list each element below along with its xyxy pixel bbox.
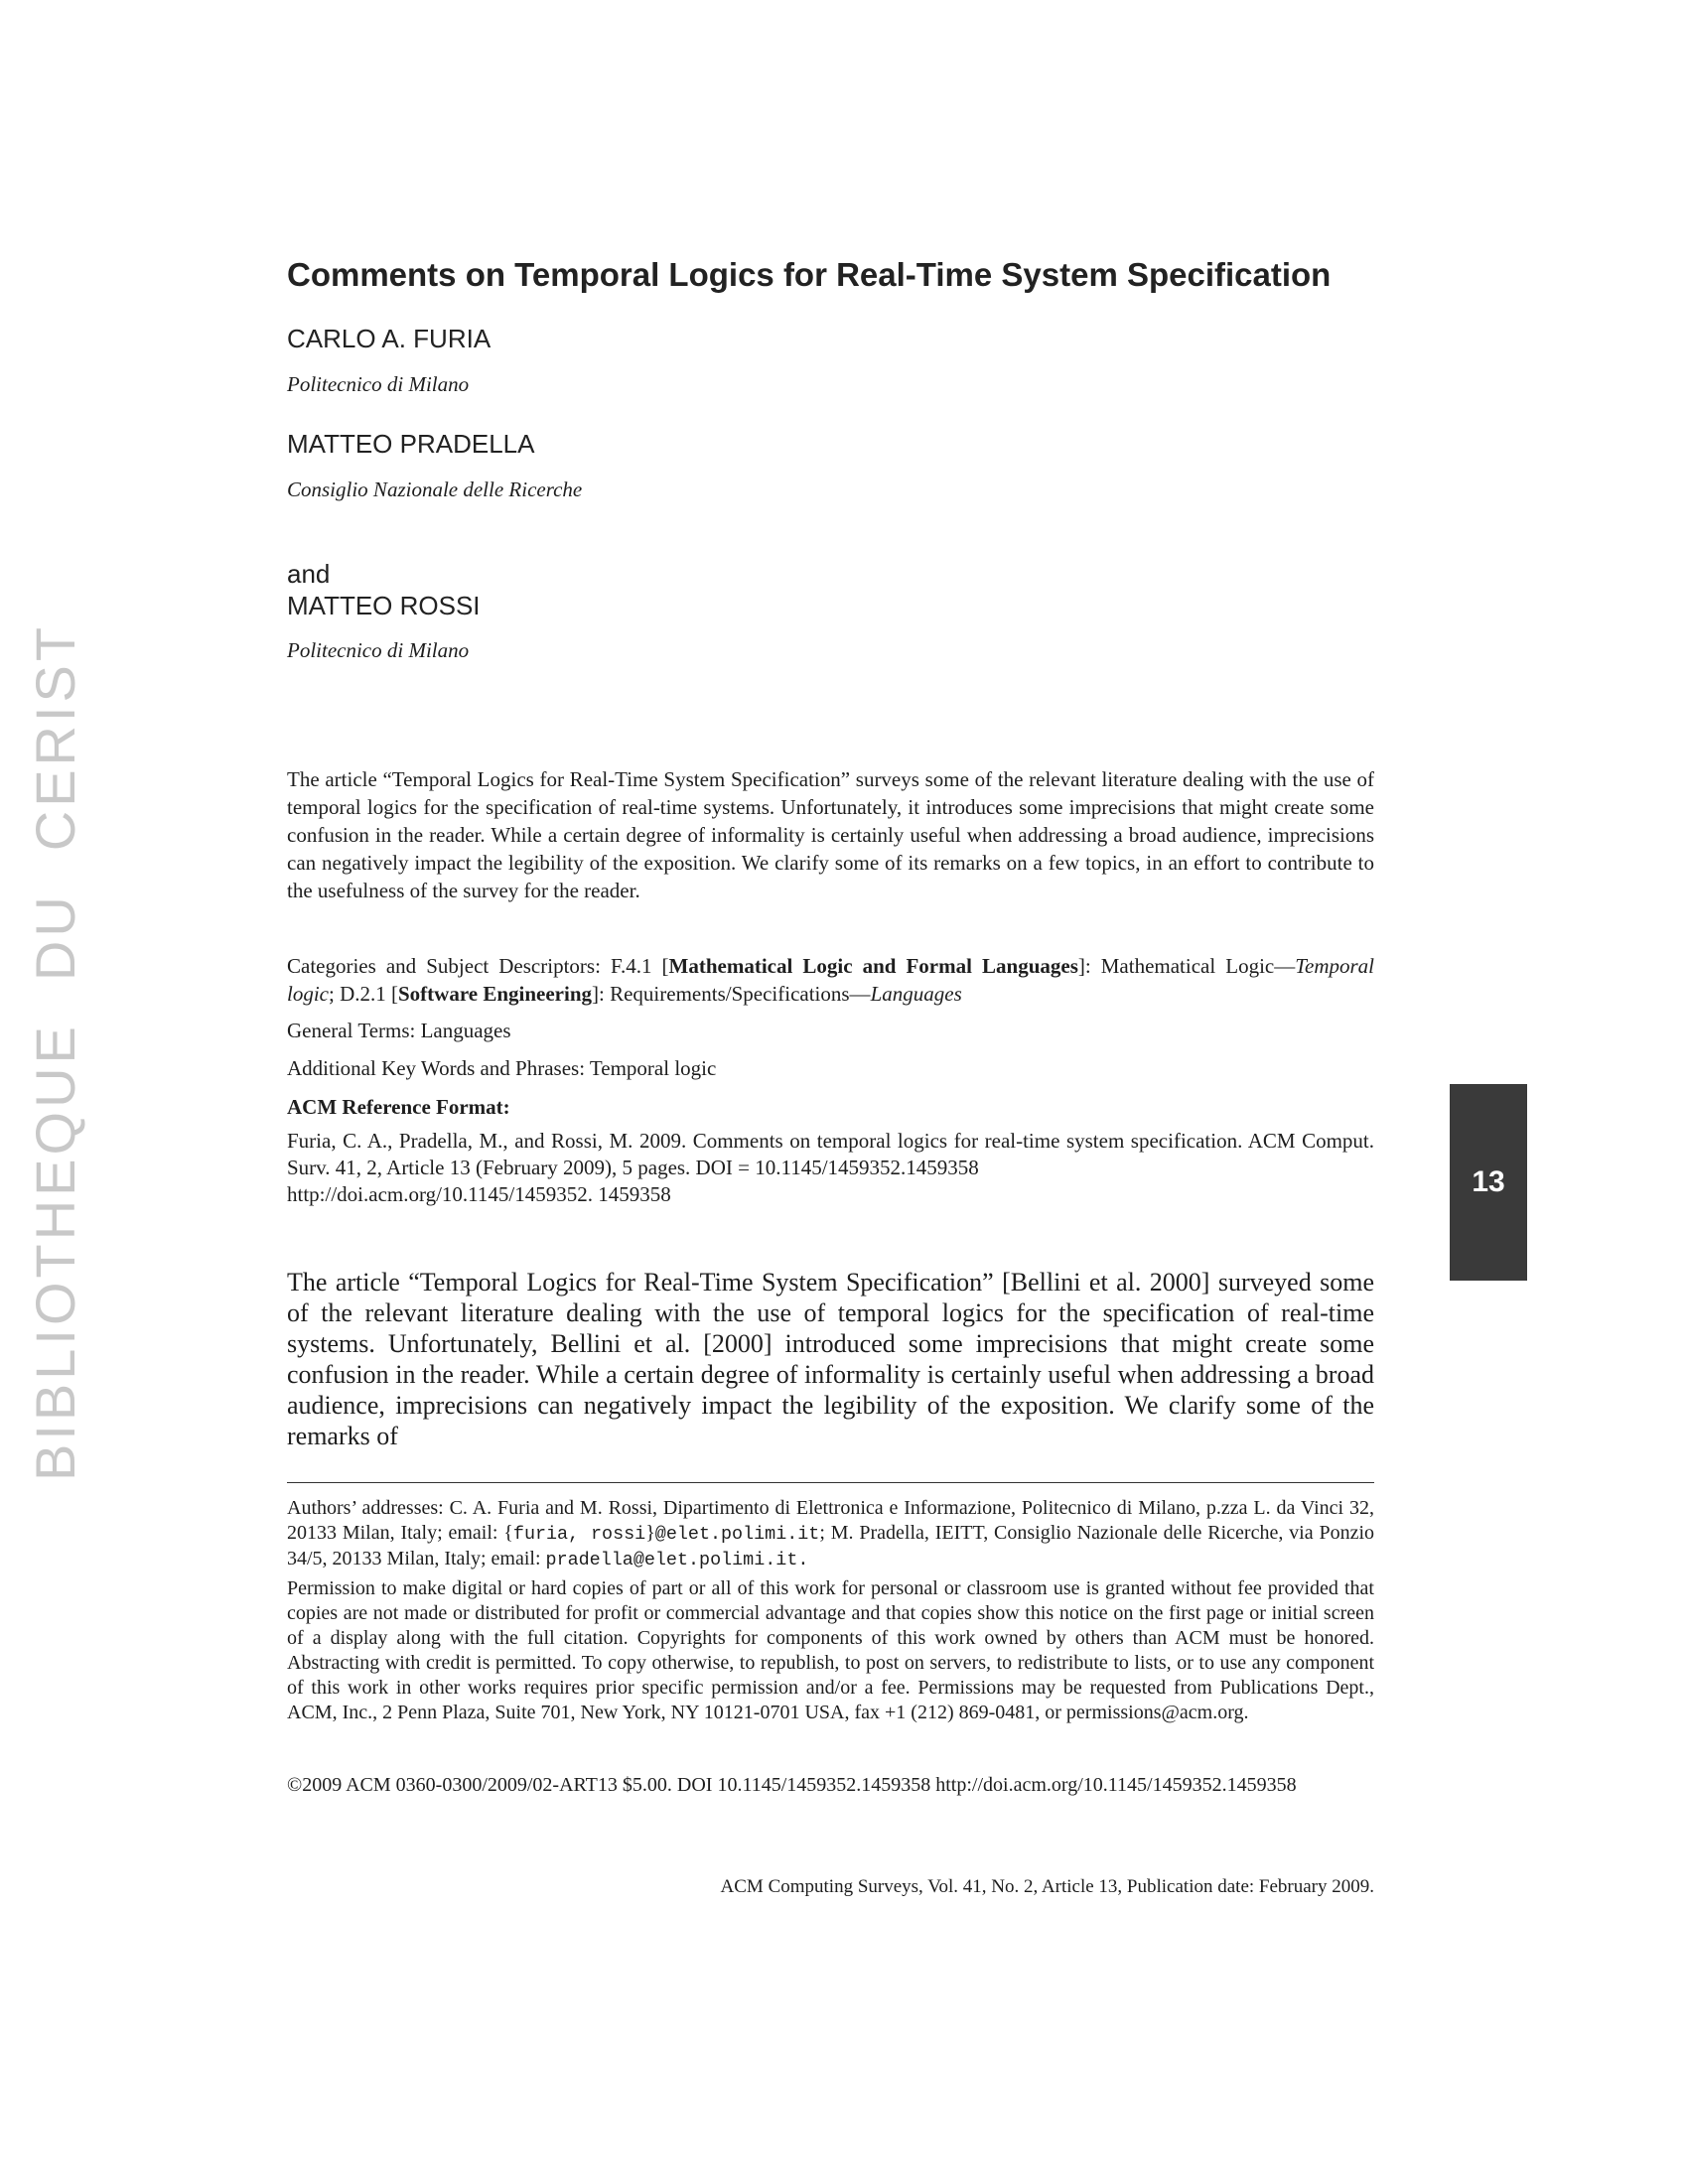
author-affiliation: Politecnico di Milano [287, 638, 470, 662]
footnote-divider [287, 1482, 1374, 1483]
author-email: pradella@elet.polimi.it. [545, 1550, 809, 1570]
general-terms: General Terms: Languages [287, 1019, 511, 1042]
watermark-word-2: DU [24, 892, 86, 982]
categories-bold: Software Engineering [398, 982, 593, 1006]
footnote-text: Authors’ addresses: C. A. Furia and M. Rossi, Dipartimento di Elettronica e Informazione, Politecnico di Milano, p.zza L. da Vinci 32, 20133 Milan, Italy; email: { [287, 1497, 1374, 1544]
article-number-tab: 13 [1450, 1084, 1527, 1281]
running-footer: ACM Computing Surveys, Vol. 41, No. 2, Article 13, Publication date: February 2009. [720, 1876, 1374, 1897]
author-name: CARLO A. FURIA [287, 324, 492, 353]
watermark-word-3: CERIST [24, 622, 86, 852]
categories-text: ; D.2.1 [ [329, 982, 398, 1006]
footnote-permission: Permission to make digital or hard copies of part or all of this work for personal or classroom use is granted without fee provided that copies are not made or distributed for profit or commercial advantage and that copies show this notice on the first page or initial screen of a display along with the full citation. Copyrights for components of this work owned by others than ACM must be honored. Abstracting with credit is permitted. To copy otherwise, to republish, to post on servers, to redistribute to lists, or to use any component of this work in other works requires prior specific permission and/or a fee. Permissions may be requested from Publications Dept., ACM, Inc., 2 Penn Plaza, Suite 701, New York, NY 10121-0701 USA, fax +1 (212) 869-0481, or permissions@acm.org. [287, 1577, 1374, 1723]
author-affiliation: Politecnico di Milano [287, 372, 470, 396]
categories-text: Categories and Subject Descriptors: F.4.1 [ [287, 954, 669, 978]
categories-italic: Temporal logic [287, 954, 1374, 1006]
watermark-word-1: BIBLIOTHEQUE [24, 1023, 86, 1481]
reference-format-body [287, 1128, 1374, 1208]
categories-text: ]: Mathematical Logic— [1077, 954, 1296, 978]
keywords: Additional Key Words and Phrases: Temporal logic [287, 1056, 717, 1080]
author-name: MATTEO PRADELLA [287, 429, 535, 459]
body-paragraph: The article “Temporal Logics for Real-Time System Specification” [Bellini et al. 2000] surveyed some of the relevant literature dealing with the use of temporal logics for the specification of real-time systems. Unfortunately, Bellini et al. [2000] introduced some imprecisions that might create some confusion in the reader. While a certain degree of informality is certainly useful when addressing a broad audience, imprecisions can negatively impact the legibility of the exposition. We clarify some of the remarks of [287, 1268, 1374, 1450]
categories-descriptors [287, 952, 1374, 1008]
categories-text: ]: Requirements/Specifications— [592, 982, 871, 1006]
author-conjunction: and [287, 559, 331, 589]
author-emails: furia, rossi [512, 1524, 646, 1545]
categories-italic: Languages [870, 982, 962, 1006]
abstract: The article “Temporal Logics for Real-Time System Specification” surveys some of the relevant literature dealing with the use of temporal logics for the specification of real-time systems. Unfortunately, it introduces some imprecisions that might create some confusion in the reader. While a certain degree of informality is certainly useful when addressing a broad audience, imprecisions can negatively impact the legibility of the exposition. We clarify some of its remarks on a few topics, in an effort to contribute to the usefulness of the survey for the reader. [287, 767, 1374, 902]
reference-url: http://doi.acm.org/10.1145/1459352. 1459358 [287, 1182, 671, 1206]
reference-citation: Furia, C. A., Pradella, M., and Rossi, M. 2009. Comments on temporal logics for real-time system specification. ACM Comput. Surv. 41, 2, Article 13 (February 2009), 5 pages. DOI = 10.1145/1459352.1459358 [287, 1129, 1374, 1179]
author-email-domain: @elet.polimi.it [654, 1524, 820, 1545]
author-name: MATTEO ROSSI [287, 591, 481, 620]
categories-bold: Mathematical Logic and Formal Languages [668, 954, 1078, 978]
watermark [24, 622, 86, 1481]
footnote-text: } [645, 1522, 655, 1544]
footnote-addresses [287, 1496, 1374, 1572]
footnote-text: ; M. Pradella, IEITT, Consiglio Nazionale delle Ricerche, via Ponzio 34/5, 20133 Milan, Italy; email: [287, 1522, 1374, 1570]
paper-title: Comments on Temporal Logics for Real-Time System Specification [287, 256, 1332, 293]
author-affiliation: Consiglio Nazionale delle Ricerche [287, 478, 583, 501]
footnote-copyright: ©2009 ACM 0360-0300/2009/02-ART13 $5.00. DOI 10.1145/1459352.1459358 http://doi.acm.org/10.1145/1459352.1459358 [287, 1774, 1297, 1796]
reference-format-heading: ACM Reference Format: [287, 1095, 510, 1119]
